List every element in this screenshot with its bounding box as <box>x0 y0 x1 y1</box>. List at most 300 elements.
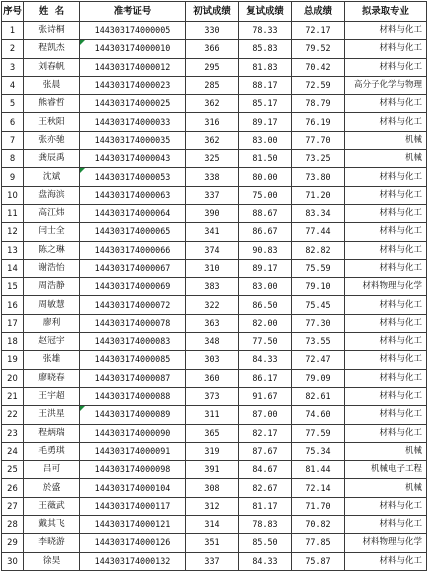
cell-major <box>345 76 427 94</box>
cell-prelim-score-text: 314 <box>204 519 220 530</box>
cell-major <box>345 516 427 534</box>
cell-index-text: 26 <box>7 482 18 493</box>
cell-total-score-text: 72.14 <box>305 482 331 493</box>
cell-name-text: 闫士全 <box>38 226 65 237</box>
cell-retest-score-text: 86.17 <box>252 372 278 383</box>
cell-prelim-score-text: 360 <box>204 372 220 383</box>
cell-exam-id <box>80 204 186 222</box>
table-row <box>2 442 427 460</box>
cell-exam-id <box>80 534 186 552</box>
cell-name-text: 程凯杰 <box>38 43 65 54</box>
cell-prelim-score <box>186 204 239 222</box>
cell-exam-id-text: 144303174000132 <box>94 555 171 566</box>
cell-exam-id-text: 144303174000121 <box>94 519 171 530</box>
header-prelim-score: 初试成绩 <box>186 2 239 22</box>
cell-retest-score <box>239 95 292 113</box>
cell-prelim-score-text: 338 <box>204 171 220 182</box>
cell-index-text: 4 <box>9 80 16 91</box>
cell-index <box>2 424 24 442</box>
cell-total-score-text: 77.44 <box>305 226 331 237</box>
cell-prelim-score <box>186 497 239 515</box>
cell-exam-id <box>80 150 186 168</box>
cell-total-score <box>292 186 345 204</box>
cell-total-score-text: 81.44 <box>305 464 331 475</box>
cell-retest-score <box>239 113 292 131</box>
cell-total-score <box>292 168 345 186</box>
header-exam-id: 准考证号 <box>80 2 186 22</box>
cell-total-score <box>292 351 345 369</box>
cell-total-score <box>292 333 345 351</box>
cell-prelim-score <box>186 278 239 296</box>
cell-major <box>345 278 427 296</box>
cell-prelim-score <box>186 58 239 76</box>
cell-exam-id <box>80 131 186 149</box>
cell-index <box>2 259 24 277</box>
cell-total-score-text: 75.34 <box>305 445 331 456</box>
header-index: 序号 <box>2 2 24 22</box>
cell-total-score <box>292 95 345 113</box>
cell-retest-score-text: 81.17 <box>252 500 278 511</box>
cell-retest-score <box>239 259 292 277</box>
cell-major <box>345 314 427 332</box>
cell-name-text: 张诗桐 <box>38 25 65 36</box>
header-row <box>2 2 427 22</box>
cell-name <box>24 369 80 387</box>
cell-prelim-score-text: 285 <box>204 80 220 91</box>
cell-exam-id-text: 144303174000126 <box>94 537 171 548</box>
cell-major-text: 材料与化工 <box>379 299 422 310</box>
cell-name <box>24 223 80 241</box>
cell-name <box>24 424 80 442</box>
cell-prelim-score-text: 322 <box>204 299 220 310</box>
cell-retest-score <box>239 223 292 241</box>
header-total-score: 总成绩 <box>292 2 345 22</box>
cell-name <box>24 333 80 351</box>
cell-retest-score-text: 81.50 <box>252 153 278 164</box>
table-row <box>2 131 427 149</box>
cell-total-score-text: 74.60 <box>305 409 331 420</box>
cell-retest-score <box>239 168 292 186</box>
admission-table <box>1 1 427 571</box>
cell-index-text: 2 <box>9 43 16 54</box>
cell-index-text: 21 <box>7 391 18 402</box>
cell-total-score <box>292 479 345 497</box>
cell-index <box>2 150 24 168</box>
cell-total-score-text: 72.17 <box>305 25 331 36</box>
cell-prelim-score-text: 373 <box>204 391 220 402</box>
cell-prelim-score <box>186 22 239 40</box>
cell-retest-score <box>239 58 292 76</box>
cell-major-text: 材料与化工 <box>379 171 422 182</box>
cell-name-text: 王薇武 <box>38 500 65 511</box>
cell-name <box>24 516 80 534</box>
cell-retest-score <box>239 479 292 497</box>
cell-major <box>345 479 427 497</box>
cell-exam-id <box>80 296 186 314</box>
cell-retest-score-text: 80.00 <box>252 171 278 182</box>
cell-retest-score-text: 84.67 <box>252 464 278 475</box>
cell-retest-score-text: 84.33 <box>252 354 278 365</box>
cell-major-text: 材料与化工 <box>379 98 422 109</box>
cell-exam-id <box>80 58 186 76</box>
cell-major <box>345 40 427 58</box>
cell-total-score <box>292 241 345 259</box>
cell-name <box>24 351 80 369</box>
cell-major <box>345 95 427 113</box>
cell-prelim-score <box>186 95 239 113</box>
cell-major <box>345 534 427 552</box>
cell-major-text: 机械电子工程 <box>370 464 422 475</box>
table-row <box>2 204 427 222</box>
cell-retest-score-text: 84.33 <box>252 555 278 566</box>
cell-total-score-text: 77.70 <box>305 134 331 145</box>
cell-prelim-score <box>186 406 239 424</box>
cell-name <box>24 150 80 168</box>
cell-prelim-score <box>186 296 239 314</box>
cell-name-text: 王秋阳 <box>38 116 65 127</box>
cell-major <box>345 333 427 351</box>
table-row <box>2 223 427 241</box>
table-row <box>2 40 427 58</box>
cell-index <box>2 223 24 241</box>
cell-name-text: 於盛 <box>42 482 61 493</box>
cell-prelim-score-text: 312 <box>204 500 220 511</box>
cell-total-score <box>292 424 345 442</box>
cell-name <box>24 22 80 40</box>
cell-total-score-text: 70.82 <box>305 519 331 530</box>
table-body <box>2 22 427 571</box>
cell-name-text: 毛勇琪 <box>38 445 65 456</box>
cell-index-text: 22 <box>7 409 18 420</box>
cell-major-text: 材料与化工 <box>379 244 422 255</box>
cell-index <box>2 131 24 149</box>
cell-major-text: 材料与化工 <box>379 372 422 383</box>
cell-exam-id <box>80 95 186 113</box>
comment-flag-icon <box>80 40 85 45</box>
cell-exam-id <box>80 241 186 259</box>
cell-index <box>2 22 24 40</box>
cell-index-text: 15 <box>7 281 18 292</box>
cell-exam-id <box>80 406 186 424</box>
cell-index <box>2 58 24 76</box>
cell-index <box>2 113 24 131</box>
cell-exam-id <box>80 333 186 351</box>
cell-major-text: 材料与化工 <box>379 25 422 36</box>
cell-index <box>2 95 24 113</box>
cell-name <box>24 259 80 277</box>
cell-name <box>24 95 80 113</box>
cell-retest-score-text: 85.17 <box>252 98 278 109</box>
cell-index-text: 28 <box>7 519 18 530</box>
header-retest-score: 复试成绩 <box>239 2 292 22</box>
cell-name-text: 高江炜 <box>38 208 65 219</box>
cell-total-score-text: 77.30 <box>305 317 331 328</box>
cell-name <box>24 479 80 497</box>
cell-prelim-score-text: 316 <box>204 116 220 127</box>
cell-prelim-score <box>186 186 239 204</box>
cell-exam-id-text: 144303174000089 <box>94 409 171 420</box>
cell-name <box>24 76 80 94</box>
cell-major <box>345 150 427 168</box>
cell-retest-score <box>239 186 292 204</box>
header-major: 拟录取专业 <box>345 2 427 22</box>
cell-retest-score <box>239 461 292 479</box>
cell-major-text: 材料物理与化学 <box>362 537 422 548</box>
cell-major-text: 材料与化工 <box>379 336 422 347</box>
cell-retest-score-text: 91.67 <box>252 391 278 402</box>
cell-retest-score <box>239 22 292 40</box>
table-row <box>2 76 427 94</box>
table-row <box>2 168 427 186</box>
cell-name <box>24 186 80 204</box>
cell-index-text: 8 <box>9 153 16 164</box>
cell-major-text: 材料与化工 <box>379 391 422 402</box>
cell-prelim-score-text: 325 <box>204 153 220 164</box>
cell-index-text: 25 <box>7 464 18 475</box>
cell-prelim-score-text: 366 <box>204 43 220 54</box>
cell-retest-score-text: 85.83 <box>252 43 278 54</box>
cell-total-score <box>292 314 345 332</box>
cell-exam-id-text: 144303174000090 <box>94 427 171 438</box>
table-row <box>2 296 427 314</box>
cell-major-text: 机械 <box>404 153 422 164</box>
cell-name-text: 周浩静 <box>38 281 65 292</box>
comment-flag-icon <box>80 168 85 173</box>
cell-retest-score <box>239 40 292 58</box>
cell-retest-score-text: 83.00 <box>252 281 278 292</box>
cell-index <box>2 186 24 204</box>
cell-name-text: 龚辰禹 <box>38 153 65 164</box>
cell-index-text: 23 <box>7 427 18 438</box>
cell-retest-score <box>239 150 292 168</box>
cell-name <box>24 58 80 76</box>
cell-major <box>345 461 427 479</box>
cell-retest-score-text: 81.83 <box>252 61 278 72</box>
cell-exam-id <box>80 424 186 442</box>
cell-index <box>2 479 24 497</box>
cell-prelim-score-text: 308 <box>204 482 220 493</box>
header-name: 姓 名 <box>24 2 80 22</box>
cell-retest-score-text: 83.00 <box>252 134 278 145</box>
cell-index <box>2 241 24 259</box>
cell-retest-score-text: 88.17 <box>252 80 278 91</box>
cell-major <box>345 168 427 186</box>
cell-prelim-score <box>186 150 239 168</box>
cell-total-score <box>292 76 345 94</box>
cell-exam-id <box>80 516 186 534</box>
cell-total-score <box>292 442 345 460</box>
cell-retest-score-text: 82.00 <box>252 317 278 328</box>
table-row <box>2 516 427 534</box>
cell-major <box>345 424 427 442</box>
cell-exam-id-text: 144303174000083 <box>94 336 171 347</box>
cell-retest-score-text: 89.17 <box>252 116 278 127</box>
cell-prelim-score-text: 365 <box>204 427 220 438</box>
cell-name <box>24 168 80 186</box>
cell-index-text: 3 <box>9 61 16 72</box>
cell-index-text: 19 <box>7 354 18 365</box>
cell-major-text: 材料与化工 <box>379 317 422 328</box>
table-row <box>2 22 427 40</box>
cell-exam-id-text: 144303174000088 <box>94 391 171 402</box>
cell-index <box>2 40 24 58</box>
table-row <box>2 461 427 479</box>
cell-name-text: 廖利 <box>42 317 61 328</box>
cell-retest-score-text: 86.50 <box>252 299 278 310</box>
cell-total-score <box>292 131 345 149</box>
cell-total-score <box>292 259 345 277</box>
cell-name-text: 张雄 <box>42 354 61 365</box>
cell-index-text: 11 <box>7 208 18 219</box>
cell-index <box>2 314 24 332</box>
cell-total-score <box>292 296 345 314</box>
cell-prelim-score-text: 310 <box>204 263 220 273</box>
cell-total-score <box>292 516 345 534</box>
cell-index <box>2 351 24 369</box>
cell-major-text: 材料与化工 <box>379 61 422 72</box>
cell-prelim-score-text: 348 <box>204 336 220 347</box>
cell-total-score-text: 70.42 <box>305 61 331 72</box>
cell-total-score-text: 72.47 <box>305 354 331 365</box>
cell-prelim-score-text: 351 <box>204 537 220 548</box>
table-row <box>2 58 427 76</box>
cell-retest-score-text: 78.33 <box>252 25 278 36</box>
cell-retest-score <box>239 333 292 351</box>
cell-name-text: 吕可 <box>42 464 61 475</box>
cell-exam-id <box>80 113 186 131</box>
cell-exam-id-text: 144303174000066 <box>94 244 171 255</box>
cell-name-text: 程炳瑞 <box>38 427 65 438</box>
cell-major <box>345 204 427 222</box>
cell-index <box>2 461 24 479</box>
cell-exam-id-text: 144303174000091 <box>94 445 171 456</box>
cell-retest-score <box>239 241 292 259</box>
cell-total-score-text: 77.59 <box>305 427 331 438</box>
table-row <box>2 278 427 296</box>
cell-retest-score-text: 90.83 <box>252 244 278 255</box>
cell-total-score-text: 83.34 <box>305 208 331 219</box>
cell-name <box>24 241 80 259</box>
cell-index-text: 27 <box>7 500 18 511</box>
cell-retest-score-text: 78.83 <box>252 519 278 530</box>
cell-name-text: 沈斌 <box>42 171 61 182</box>
cell-major-text: 材料与化工 <box>379 208 422 219</box>
cell-exam-id <box>80 461 186 479</box>
cell-retest-score <box>239 534 292 552</box>
cell-total-score-text: 78.79 <box>305 98 331 109</box>
cell-major <box>345 296 427 314</box>
cell-index <box>2 76 24 94</box>
cell-name <box>24 314 80 332</box>
cell-major-text: 材料与化工 <box>379 354 422 365</box>
cell-retest-score <box>239 351 292 369</box>
cell-name <box>24 461 80 479</box>
cell-exam-id <box>80 76 186 94</box>
cell-retest-score <box>239 278 292 296</box>
cell-prelim-score <box>186 76 239 94</box>
cell-index-text: 29 <box>7 537 18 548</box>
cell-exam-id-text: 144303174000035 <box>94 134 171 145</box>
cell-exam-id-text: 144303174000064 <box>94 208 171 219</box>
cell-retest-score-text: 82.67 <box>252 482 278 493</box>
cell-index-text: 5 <box>9 98 16 109</box>
table-row <box>2 113 427 131</box>
cell-total-score-text: 75.59 <box>305 263 331 273</box>
cell-retest-score <box>239 204 292 222</box>
cell-prelim-score-text: 363 <box>204 317 220 328</box>
cell-prelim-score <box>186 424 239 442</box>
cell-name-text: 王宇超 <box>38 391 65 402</box>
cell-exam-id-text: 144303174000085 <box>94 354 171 365</box>
cell-exam-id-text: 144303174000043 <box>94 153 171 164</box>
cell-prelim-score <box>186 369 239 387</box>
cell-major <box>345 22 427 40</box>
cell-index-text: 12 <box>7 226 18 237</box>
cell-prelim-score-text: 390 <box>204 208 220 219</box>
cell-prelim-score <box>186 387 239 405</box>
cell-total-score-text: 73.80 <box>305 171 331 182</box>
cell-retest-score <box>239 497 292 515</box>
cell-total-score-text: 75.45 <box>305 299 331 310</box>
cell-retest-score <box>239 442 292 460</box>
cell-exam-id-text: 144303174000033 <box>94 116 171 127</box>
cell-major <box>345 241 427 259</box>
cell-exam-id-text: 144303174000005 <box>94 25 171 36</box>
cell-exam-id <box>80 497 186 515</box>
cell-exam-id <box>80 387 186 405</box>
cell-total-score-text: 79.10 <box>305 281 331 292</box>
cell-exam-id <box>80 168 186 186</box>
cell-name <box>24 497 80 515</box>
cell-name-text: 戴其飞 <box>38 519 65 530</box>
table-row <box>2 351 427 369</box>
cell-prelim-score-text: 362 <box>204 98 220 109</box>
cell-name-text: 徐昊 <box>42 555 61 566</box>
cell-prelim-score-text: 341 <box>204 226 220 237</box>
cell-exam-id <box>80 442 186 460</box>
cell-prelim-score-text: 383 <box>204 281 220 292</box>
cell-major-text: 材料与化工 <box>379 226 422 237</box>
cell-exam-id <box>80 259 186 277</box>
cell-name <box>24 204 80 222</box>
cell-major-text: 机械 <box>404 445 422 456</box>
cell-exam-id-text: 144303174000053 <box>94 171 171 182</box>
cell-prelim-score <box>186 113 239 131</box>
cell-exam-id-text: 144303174000072 <box>94 299 171 310</box>
cell-index-text: 20 <box>7 372 18 383</box>
cell-retest-score-text: 77.50 <box>252 336 278 347</box>
cell-total-score <box>292 223 345 241</box>
cell-total-score <box>292 58 345 76</box>
cell-total-score <box>292 22 345 40</box>
cell-major-text: 材料与化工 <box>379 500 422 511</box>
cell-index-text: 10 <box>7 189 18 200</box>
cell-total-score-text: 71.20 <box>305 189 331 200</box>
cell-major <box>345 186 427 204</box>
cell-name <box>24 387 80 405</box>
table-row <box>2 369 427 387</box>
cell-major-text: 机械 <box>404 134 422 145</box>
cell-retest-score <box>239 296 292 314</box>
cell-total-score <box>292 204 345 222</box>
cell-prelim-score-text: 391 <box>204 464 220 475</box>
cell-name <box>24 406 80 424</box>
cell-name-text: 张亦驰 <box>38 134 65 145</box>
cell-major <box>345 259 427 277</box>
comment-flag-icon <box>80 406 85 411</box>
cell-index-text: 30 <box>7 555 18 566</box>
cell-prelim-score <box>186 131 239 149</box>
